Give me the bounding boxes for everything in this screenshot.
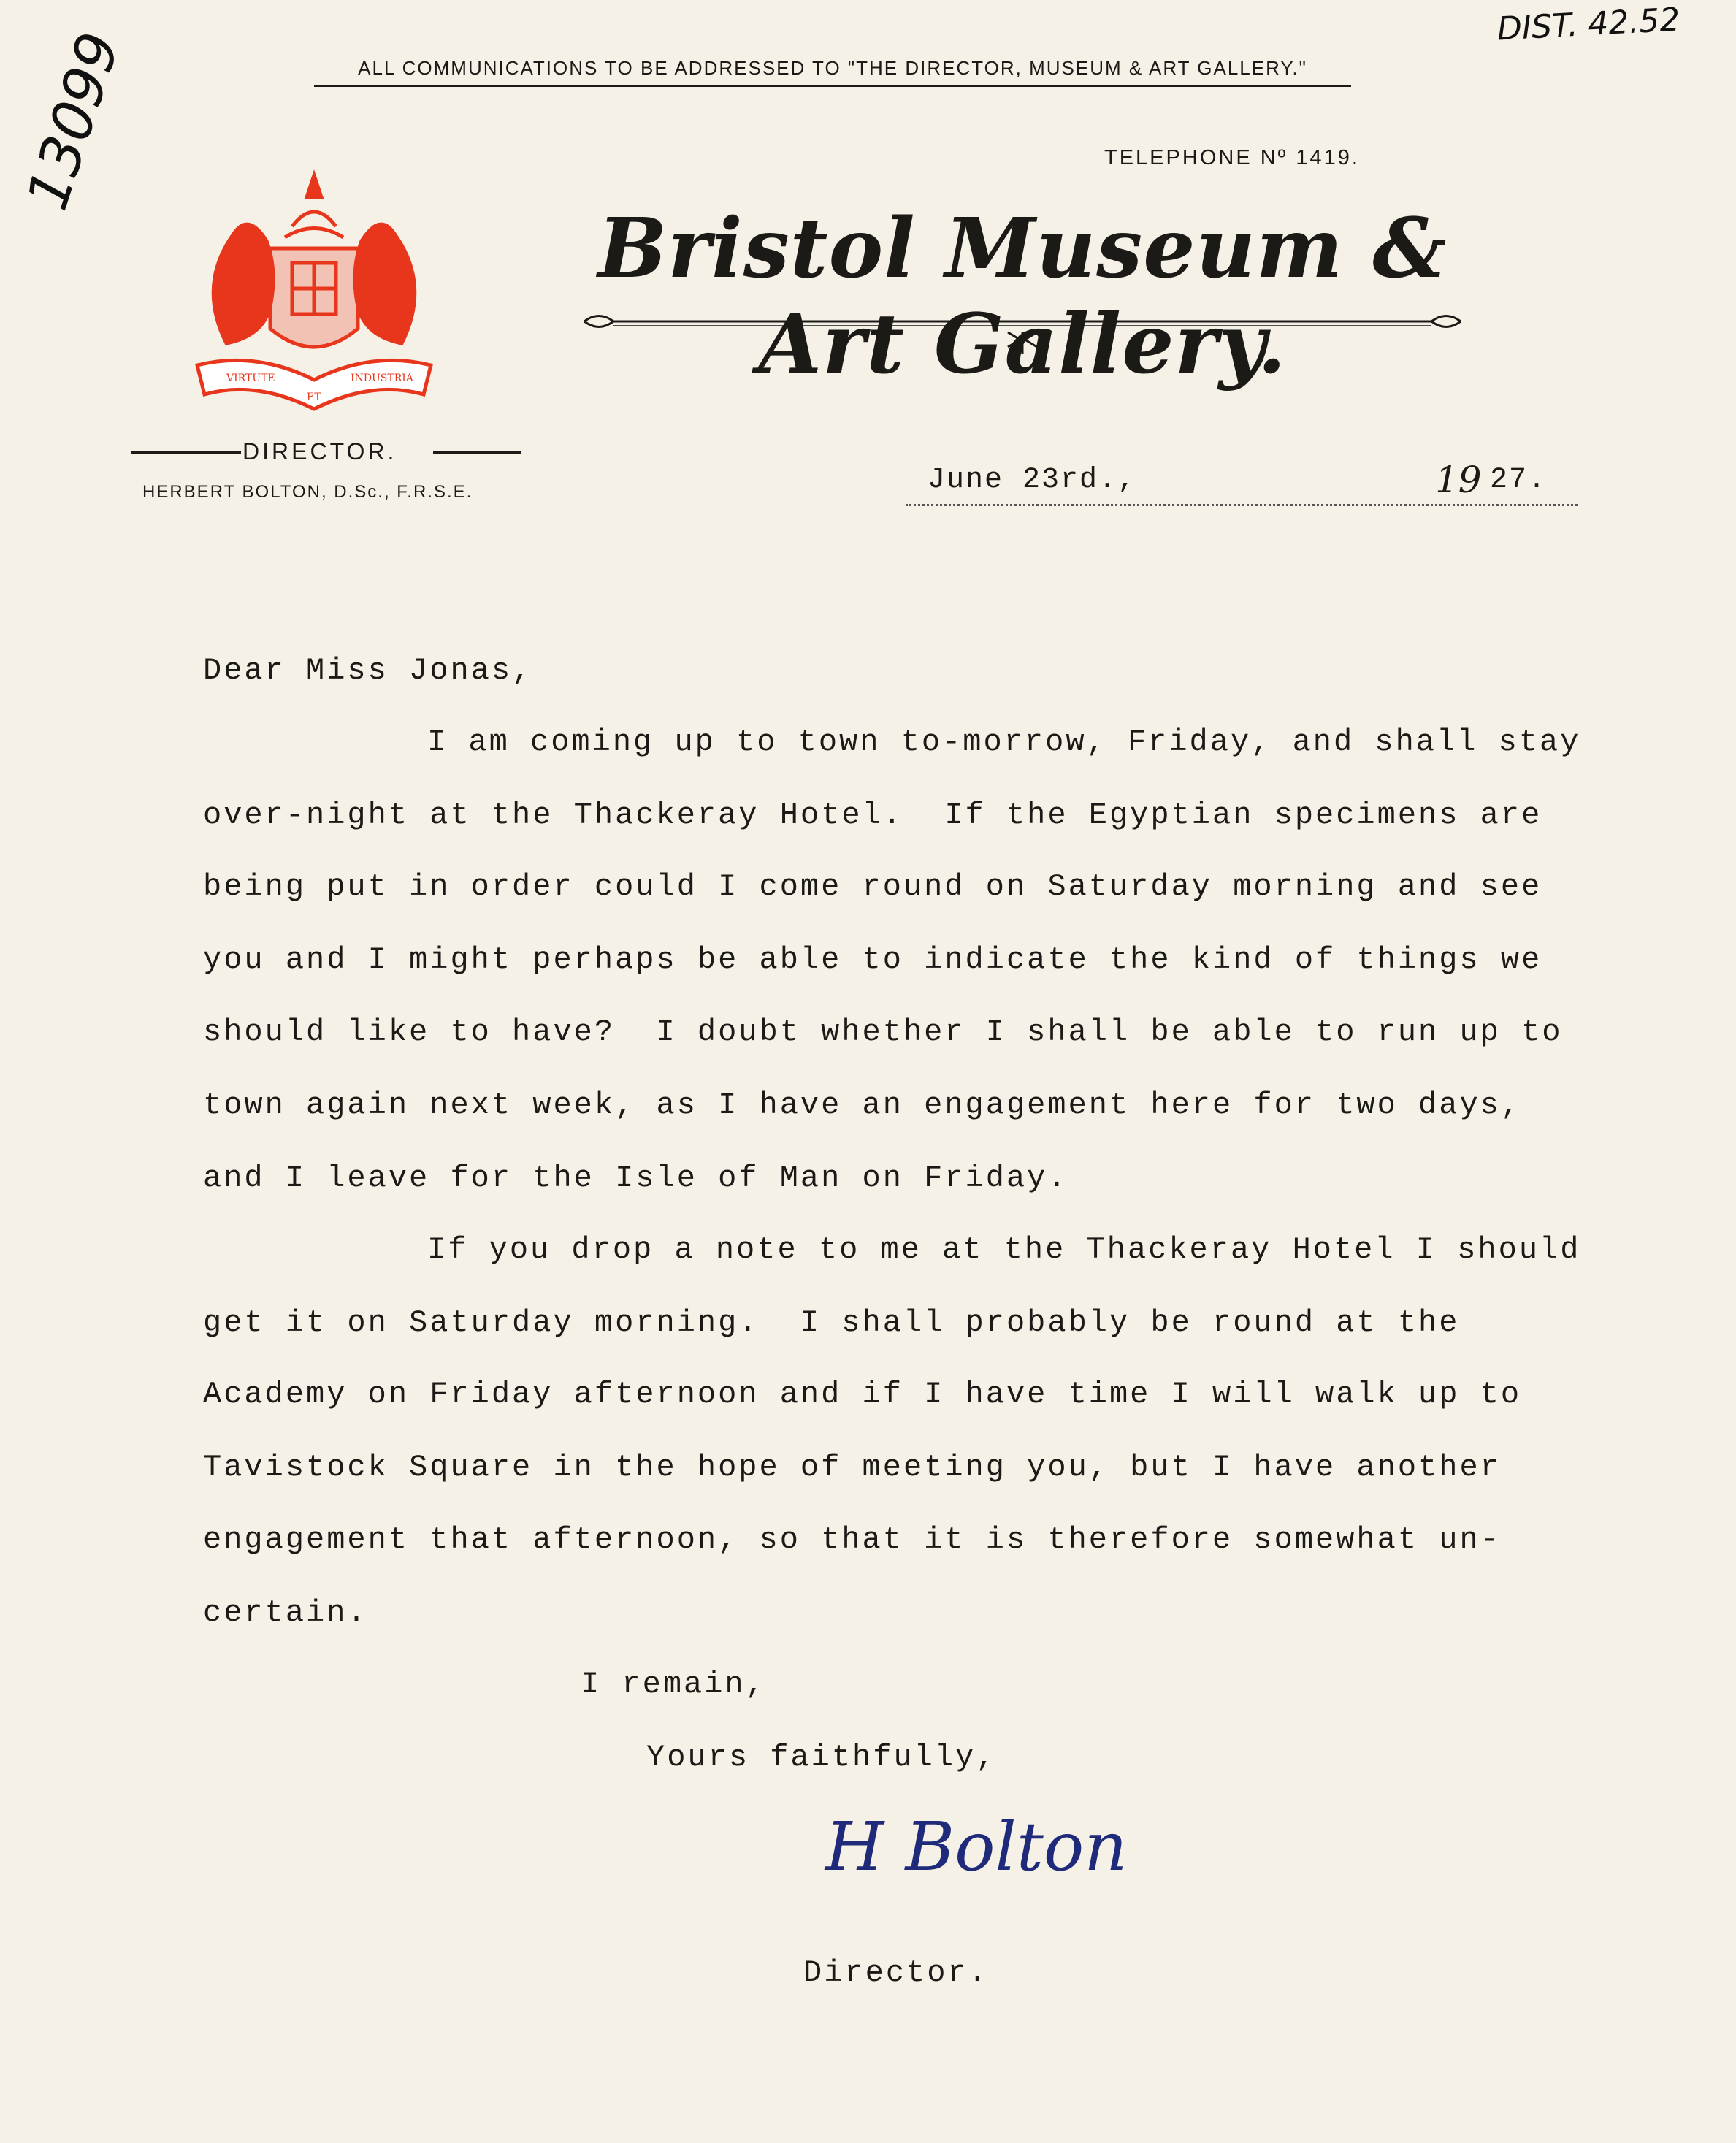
director-rule-left xyxy=(131,451,241,454)
letter-line: you and I might perhaps be able to indicate the kind of things we xyxy=(203,942,1542,977)
year-prefix: 19 xyxy=(1435,459,1482,501)
handwritten-reference-note: DIST. 42.52 xyxy=(1496,1,1681,48)
letter-line: should like to have? I doubt whether I shall be able to run up to xyxy=(203,1015,1563,1050)
letter-line: I am coming up to town to-morrow, Friday, and shall stay xyxy=(427,725,1581,760)
signoff-title: Director. xyxy=(803,1955,989,1990)
motto-word-1: VIRTUTE xyxy=(226,373,275,384)
letter-line: certain. xyxy=(203,1595,368,1630)
handwritten-number-note: 13099 xyxy=(15,25,134,218)
closing-remain: I remain, xyxy=(581,1667,766,1702)
director-rule-right xyxy=(433,451,521,454)
director-label: DIRECTOR. xyxy=(242,438,397,465)
date-text: June 23rd., xyxy=(928,464,1137,497)
letter-line: get it on Saturday morning. I shall probably be round at the xyxy=(203,1305,1460,1340)
title-ornament-rule-icon xyxy=(584,314,1461,365)
letter-line: engagement that afternoon, so that it is therefore somewhat un- xyxy=(203,1522,1501,1557)
motto-word-2: ET xyxy=(307,391,321,403)
signature: H Bolton xyxy=(825,1808,1128,1886)
letter-line: being put in order could I come round on Saturday morning and see xyxy=(203,869,1542,904)
letter-line: town again next week, as I have an engagement here for two days, xyxy=(203,1088,1522,1123)
bristol-coat-of-arms-icon xyxy=(183,168,446,424)
motto-word-3: INDUSTRIA xyxy=(351,373,413,384)
letter-line: Tavistock Square in the hope of meeting you, but I have another xyxy=(203,1450,1501,1485)
year-suffix: 27. xyxy=(1490,464,1548,497)
closing-faithfully: Yours faithfully, xyxy=(646,1740,997,1775)
letter-line: and I leave for the Isle of Man on Friday. xyxy=(203,1161,1068,1196)
salutation: Dear Miss Jonas, xyxy=(203,653,533,688)
communications-notice: ALL COMMUNICATIONS TO BE ADDRESSED TO "THE DIRECTOR, MUSEUM & ART GALLERY." xyxy=(314,57,1351,87)
letter-line: If you drop a note to me at the Thackeray Hotel I should xyxy=(427,1232,1581,1267)
letter-line: over-night at the Thackeray Hotel. If the Egyptian specimens are xyxy=(203,798,1542,833)
telephone-number: TELEPHONE Nº 1419. xyxy=(1104,146,1360,169)
director-name: HERBERT BOLTON, D.Sc., F.R.S.E. xyxy=(142,482,473,502)
letter-line: Academy on Friday afternoon and if I have time I will walk up to xyxy=(203,1377,1522,1412)
museum-title: Bristol Museum & Art Gallery. xyxy=(597,201,1448,392)
